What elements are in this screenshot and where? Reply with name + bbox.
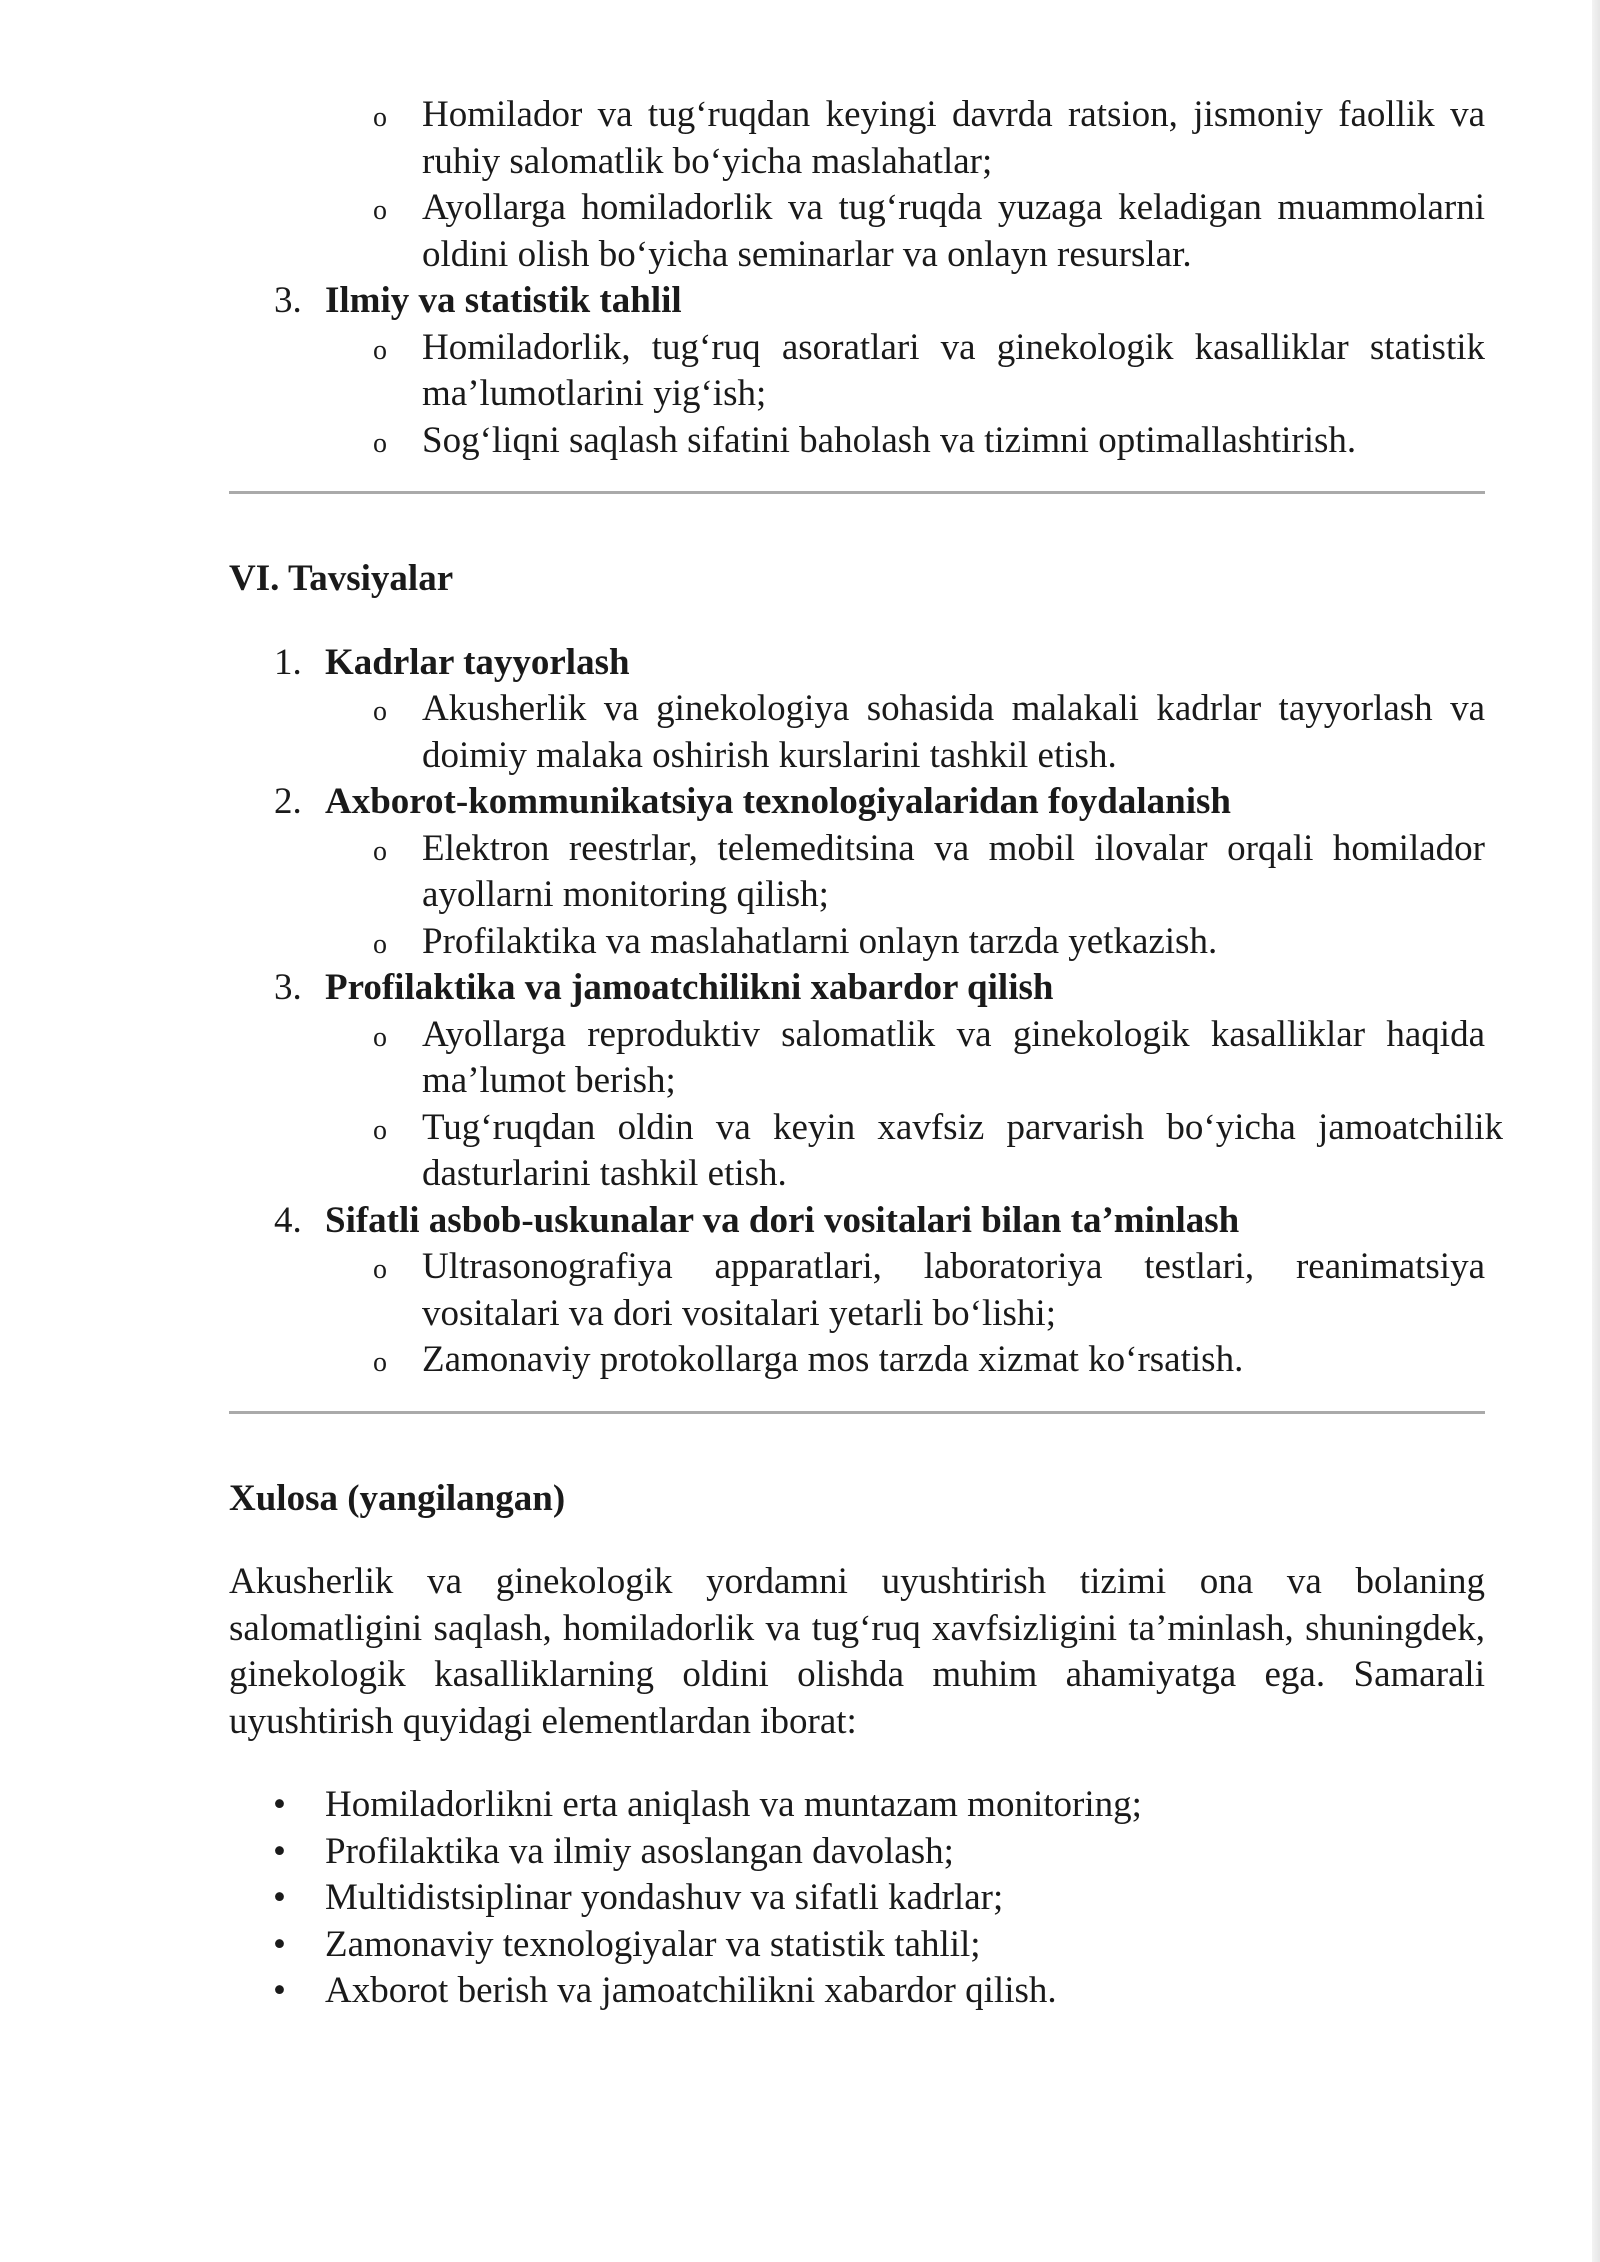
page-edge-shadow (1592, 0, 1600, 2262)
numbered-item-heading: 3. Profilaktika va jamoatchilikni xabardor qilish (274, 967, 1054, 1008)
bullet-dot-icon: • (273, 1877, 286, 1918)
bullet-dot-icon: • (273, 1830, 286, 1872)
circle-bullet-icon: o (373, 334, 387, 366)
list-item: o Tug‘ruqdan oldin va keyin xavfsiz parvarish bo‘yicha jamoatchilik dasturlarini tashkil etish. (373, 1106, 1503, 1194)
numbered-item-heading: 2. Axborot-kommunikatsiya texnologiyalaridan foydalanish (274, 781, 1231, 822)
list-item: • Axborot berish va jamoatchilikni xabardor qilish. (229, 1968, 1485, 2015)
circle-bullet-icon: o (373, 427, 387, 459)
list-item: o Ayollarga homiladorlik va tug‘ruqda yuzaga keladigan muammolarni oldini olish bo‘yicha seminarlar va onlayn resurslar. (373, 187, 1485, 275)
list-item: o Akusherlik va ginekologiya sohasida malakali kadrlar tayyorlash va doimiy malaka oshirish kurslarini tashkil etish. (373, 688, 1485, 776)
circle-bullet-icon: o (373, 696, 387, 727)
circle-bullet-icon: o (373, 928, 387, 960)
horizontal-divider (229, 491, 1485, 494)
conclusion-bullet-list (229, 1782, 1485, 2015)
list-item: o Profilaktika va maslahatlarni onlayn tarzda yetkazish. (229, 919, 1485, 966)
list-item: o Homilador va tug‘ruqdan keyingi davrda ratsion, jismoniy faollik va ruhiy salomatlik bo‘yicha maslahatlar; (373, 94, 1485, 182)
bullet-dot-icon: • (273, 1784, 286, 1825)
conclusion-paragraph: Akusherlik va ginekologik yordamni uyushtirish tizimi ona va bolaning salomatligini saqlash, homiladorlik va tug‘ruq xavfsizligini ta’minlash, shuningdek, ginekologik kasalliklarning oldini olishda muhim ahamiyatga ega. Samarali uyushtirish quyidagi elementlardan iborat: (229, 1561, 1485, 1742)
numbered-item-heading: 4. Sifatli asbob-uskunalar va dori vositalari bilan ta’minlash (274, 1199, 1240, 1241)
recommendations-list (229, 640, 1503, 1384)
document-page (229, 92, 1503, 2015)
bullet-dot-icon: • (273, 1970, 286, 2011)
list-item: o Homiladorlik, tug‘ruq asoratlari va ginekologik kasalliklar statistik ma’lumotlarini yig‘ish; (373, 326, 1485, 414)
list-item: o Ayollarga reproduktiv salomatlik va ginekologik kasalliklar haqida ma’lumot berish; (373, 1013, 1485, 1101)
list-item: • Homiladorlikni erta aniqlash va muntazam monitoring; (229, 1782, 1485, 1829)
section-heading: VI. Tavsiyalar (229, 558, 454, 599)
list-item: o Sog‘liqni saqlash sifatini baholash va tizimni optimallashtirish. (229, 418, 1485, 465)
circle-bullet-icon: o (373, 1254, 387, 1285)
numbered-item-heading: 1. Kadrlar tayyorlash (274, 641, 630, 683)
horizontal-divider (229, 1411, 1485, 1414)
top-sublist (229, 92, 1485, 278)
bullet-dot-icon: • (273, 1923, 286, 1965)
list-item: o Zamonaviy protokollarga mos tarzda xizmat ko‘rsatish. (229, 1337, 1485, 1384)
circle-bullet-icon: o (373, 1114, 387, 1146)
section-heading: Xulosa (yangilangan) (229, 1477, 566, 1519)
list-item: • Zamonaviy texnologiyalar va statistik tahlil; (229, 1922, 1485, 1969)
circle-bullet-icon: o (373, 195, 387, 226)
numbered-item-heading: 3. Ilmiy va statistik tahlil (274, 280, 682, 321)
list-item: • Profilaktika va ilmiy asoslangan davolash; (229, 1829, 1485, 1876)
list-item: o Elektron reestrlar, telemeditsina va mobil ilovalar orqali homilador ayollarni monitoring qilish; (373, 827, 1485, 915)
circle-bullet-icon: o (373, 102, 387, 133)
list-item: o Ultrasonografiya apparatlari, laboratoriya testlari, reanimatsiya vositalari va dori vositalari yetarli bo‘lishi; (373, 1246, 1485, 1334)
circle-bullet-icon: o (373, 1021, 387, 1053)
list-item: • Multidistsiplinar yondashuv va sifatli kadrlar; (229, 1875, 1485, 1922)
circle-bullet-icon: o (373, 1347, 387, 1378)
circle-bullet-icon: o (373, 835, 387, 867)
